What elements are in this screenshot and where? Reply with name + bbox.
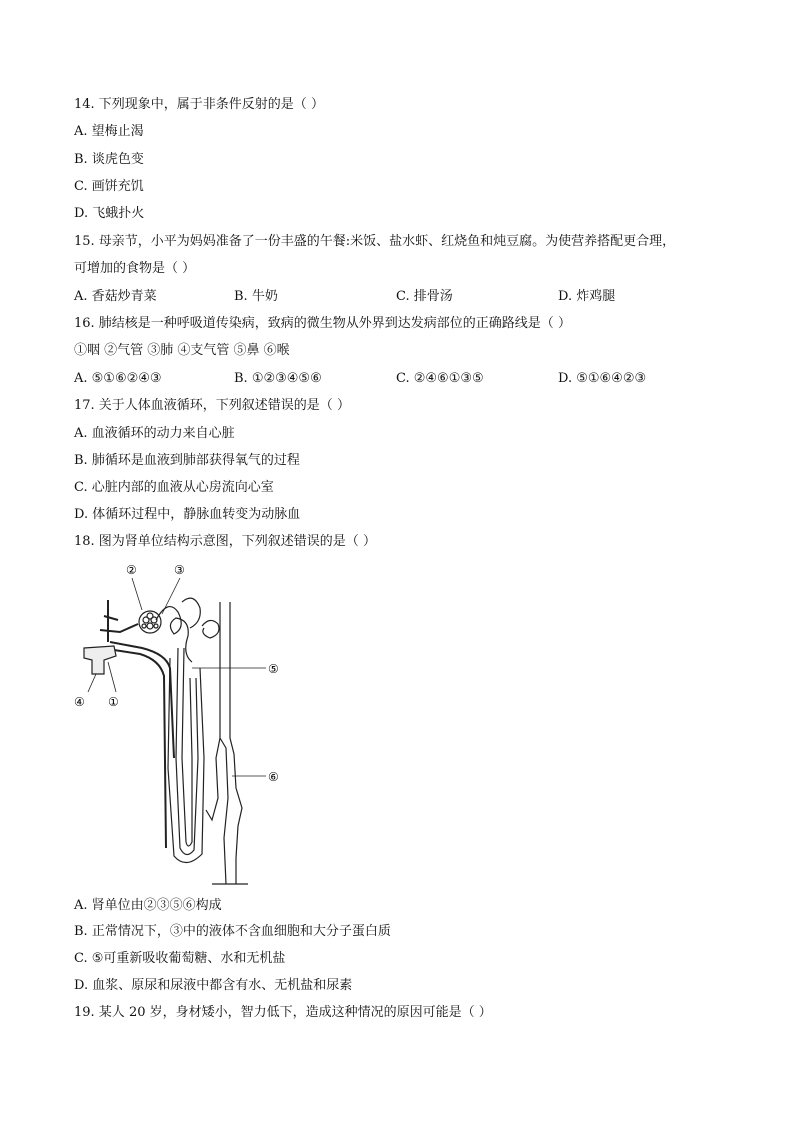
q16-list: ①咽 ②气管 ③肺 ④支气管 ⑤鼻 ⑥喉: [74, 343, 290, 358]
q16-option-b: B. ①②③④⑤⑥: [234, 371, 322, 386]
q18-option-a: A. 肾单位由②③⑤⑥构成: [74, 898, 222, 913]
q14-option-a: A. 望梅止渴: [74, 124, 144, 139]
q16-option-c: C. ②④⑥①③⑤: [396, 371, 484, 386]
q15-option-a: A. 香菇炒青菜: [74, 289, 157, 304]
q17-option-d: D. 体循环过程中，静脉血转变为动脉血: [74, 507, 301, 522]
nephron-diagram: [70, 558, 310, 888]
collecting-duct: [206, 602, 248, 884]
label-5: ⑤: [268, 662, 279, 676]
q14-option-c: C. 画饼充饥: [74, 179, 144, 194]
label-3: ③: [174, 563, 185, 577]
q16-option-a: A. ⑤①⑥②④③: [74, 371, 162, 386]
q18-stem: 18. 图为肾单位结构示意图，下列叙述错误的是（ ）: [74, 534, 376, 549]
blood-vessels: [84, 600, 174, 848]
q17-option-c: C. 心脏内部的血液从心房流向心室: [74, 480, 274, 495]
q17-option-a: A. 血液循环的动力来自心脏: [74, 426, 235, 441]
q15-stem-line1: 15. 母亲节，小平为妈妈准备了一份丰盛的午餐:米饭、盐水虾、红烧鱼和炖豆腐。为使营养搭配更合理，: [74, 234, 676, 249]
q19-stem: 19. 某人 20 岁，身材矮小，智力低下，造成这种情况的原因可能是（ ）: [74, 1005, 492, 1020]
q15-stem-line2: 可增加的食物是（ ）: [74, 261, 196, 276]
glomerulus: [139, 611, 161, 633]
q14-option-d: D. 飞蛾扑火: [74, 206, 145, 221]
label-4: ④: [74, 695, 85, 709]
q15-option-c: C. 排骨汤: [396, 289, 453, 304]
q15-option-d: D. 炸鸡腿: [558, 289, 616, 304]
q17-option-b: B. 肺循环是血液到肺部获得氧气的过程: [74, 453, 300, 468]
q16-option-d: D. ⑤①⑥④②③: [558, 371, 647, 386]
q15-option-b: B. 牛奶: [234, 289, 278, 304]
label-6: ⑥: [268, 770, 279, 784]
q18-option-b: B. 正常情况下，③中的液体不含血细胞和大分子蛋白质: [74, 924, 391, 939]
q16-stem: 16. 肺结核是一种呼吸道传染病，致病的微生物从外界到达发病部位的正确路线是（ ）: [74, 316, 571, 331]
q14-option-b: B. 谈虎色变: [74, 152, 144, 167]
q18-option-c: C. ⑤可重新吸收葡萄糖、水和无机盐: [74, 951, 286, 966]
q17-stem: 17. 关于人体血液循环，下列叙述错误的是（ ）: [74, 398, 350, 413]
q14-stem: 14. 下列现象中，属于非条件反射的是（ ）: [74, 97, 324, 112]
q18-option-d: D. 血浆、原尿和尿液中都含有水、无机盐和尿素: [74, 978, 353, 993]
label-1: ①: [108, 695, 119, 709]
label-2: ②: [126, 563, 137, 577]
